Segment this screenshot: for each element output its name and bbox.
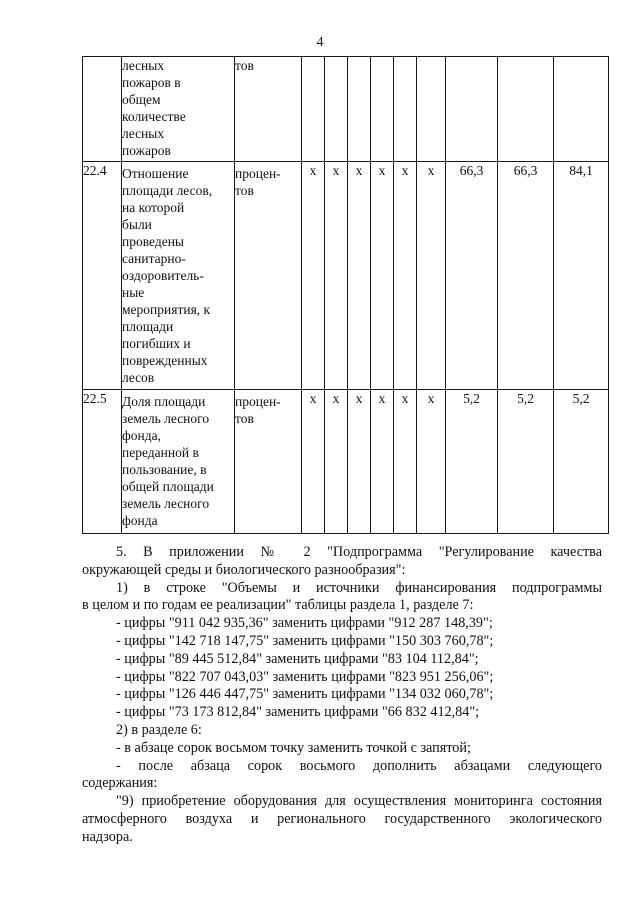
indicator-name-line: площади лесов, <box>122 183 213 198</box>
x-cell <box>302 57 325 162</box>
replacement-line: - цифры "126 446 447,75" заменить цифрами "134 032 060,78"; <box>116 686 494 703</box>
x-cell: x <box>394 390 417 534</box>
paragraph-row: 1) в строке "Объемы и источники финансирования подпрограммы <box>116 579 602 596</box>
x-cell: x <box>394 162 417 390</box>
x-cell: x <box>325 390 348 534</box>
replacement-line: - цифры "142 718 147,75" заменить цифрами "150 303 760,78"; <box>116 632 494 649</box>
indicator-name-line: санитарно- <box>122 251 186 266</box>
unit-cell <box>235 162 302 390</box>
paragraph-quote-cont: атмосферного воздуха и регионального государственного экологического <box>82 810 602 827</box>
replacement-line: - цифры "822 707 043,03" заменить цифрами "823 951 256,06"; <box>116 668 494 685</box>
indicator-name-line: лесных <box>122 58 165 73</box>
row-number: 22.5 <box>83 390 122 534</box>
replacement-line: - цифры "911 042 935,36" заменить цифрами "912 287 148,39"; <box>116 615 493 632</box>
indicator-name-line: были <box>122 217 152 232</box>
indicator-name-line: пожаров <box>122 143 171 158</box>
table-row <box>83 57 609 162</box>
x-cell <box>348 57 371 162</box>
indicator-name-line: пользование, в <box>122 462 207 477</box>
value-cell: 5,2 <box>446 390 498 534</box>
x-cell <box>371 57 394 162</box>
unit-line: тов <box>235 58 254 73</box>
indicator-name <box>122 162 235 390</box>
value-cell <box>446 57 498 162</box>
unit-cell <box>235 57 302 162</box>
x-cell <box>394 57 417 162</box>
paragraph-add-cont: содержания: <box>82 775 158 792</box>
document-body <box>82 544 602 847</box>
x-cell: x <box>417 162 446 390</box>
value-cell: 84,1 <box>554 162 609 390</box>
indicator-name-line: земель лесного <box>122 496 210 511</box>
indicator-name <box>122 57 235 162</box>
indicator-name <box>122 390 235 534</box>
indicator-name-line: земель лесного <box>122 411 210 426</box>
indicator-name-line: на которой <box>122 200 185 215</box>
paragraph-appendix-cont: окружающей среды и биологического разнообразия": <box>82 561 406 578</box>
indicator-name-line: пожаров в <box>122 75 181 90</box>
x-cell: x <box>417 390 446 534</box>
x-cell: x <box>302 162 325 390</box>
x-cell: x <box>371 162 394 390</box>
replacement-line: - цифры "89 445 512,84" заменить цифрами "83 104 112,84"; <box>116 650 479 667</box>
table-row <box>83 162 609 390</box>
indicator-name-line: площади <box>122 319 174 334</box>
indicator-name-line: лесных <box>122 126 165 141</box>
indicator-name-line: Доля площади <box>122 394 206 409</box>
paragraph-replace-period: - в абзаце сорок восьмом точку заменить точкой с запятой; <box>116 739 471 756</box>
unit-line: процен- <box>235 166 281 181</box>
indicator-name-line: общем <box>122 92 161 107</box>
x-cell: x <box>325 162 348 390</box>
x-cell <box>325 57 348 162</box>
replacement-line: - цифры "73 173 812,84" заменить цифрами "66 832 412,84"; <box>116 704 480 721</box>
indicator-name-line: поврежденных <box>122 353 208 368</box>
indicator-name-line: мероприятия, к <box>122 302 211 317</box>
indicator-name-line: лесов <box>122 370 155 385</box>
x-cell: x <box>348 162 371 390</box>
value-cell: 66,3 <box>446 162 498 390</box>
value-cell <box>554 57 609 162</box>
paragraph-quote-end: надзора. <box>82 828 133 845</box>
indicator-name-line: общей площади <box>122 479 214 494</box>
value-cell: 5,2 <box>554 390 609 534</box>
indicator-name-line: проведены <box>122 234 184 249</box>
x-cell <box>417 57 446 162</box>
page-number: 4 <box>316 35 324 50</box>
indicators-table <box>82 56 609 534</box>
indicator-name-line: Отношение <box>122 166 189 181</box>
unit-line: процен- <box>235 394 281 409</box>
paragraph-section-6: 2) в разделе 6: <box>116 721 202 738</box>
indicator-name-line: фонда, <box>122 428 161 443</box>
value-cell: 66,3 <box>498 162 554 390</box>
unit-line: тов <box>235 183 254 198</box>
unit-cell <box>235 390 302 534</box>
unit-line: тов <box>235 411 254 426</box>
table-row <box>83 390 609 534</box>
row-number <box>83 57 122 162</box>
indicator-name-line: количестве <box>122 109 186 124</box>
row-number: 22.4 <box>83 162 122 390</box>
x-cell: x <box>302 390 325 534</box>
value-cell <box>498 57 554 162</box>
paragraph-add: - после абзаца сорок восьмого дополнить абзацами следующего <box>116 757 602 774</box>
indicator-name-line: фонда <box>122 513 158 528</box>
indicator-name-line: переданной в <box>122 445 199 460</box>
x-cell: x <box>371 390 394 534</box>
paragraph-appendix: 5. В приложении № 2 "Подпрограмма "Регулирование качества <box>116 544 602 560</box>
x-cell: x <box>348 390 371 534</box>
paragraph-row-cont: в целом и по годам ее реализации" таблицы раздела 1, разделе 7: <box>82 597 474 614</box>
indicator-name-line: оздоровитель- <box>122 268 204 283</box>
value-cell: 5,2 <box>498 390 554 534</box>
indicator-name-line: погибших и <box>122 336 191 351</box>
indicator-name-line: ные <box>122 285 145 300</box>
paragraph-quote: "9) приобретение оборудования для осуществления мониторинга состояния <box>116 793 602 810</box>
